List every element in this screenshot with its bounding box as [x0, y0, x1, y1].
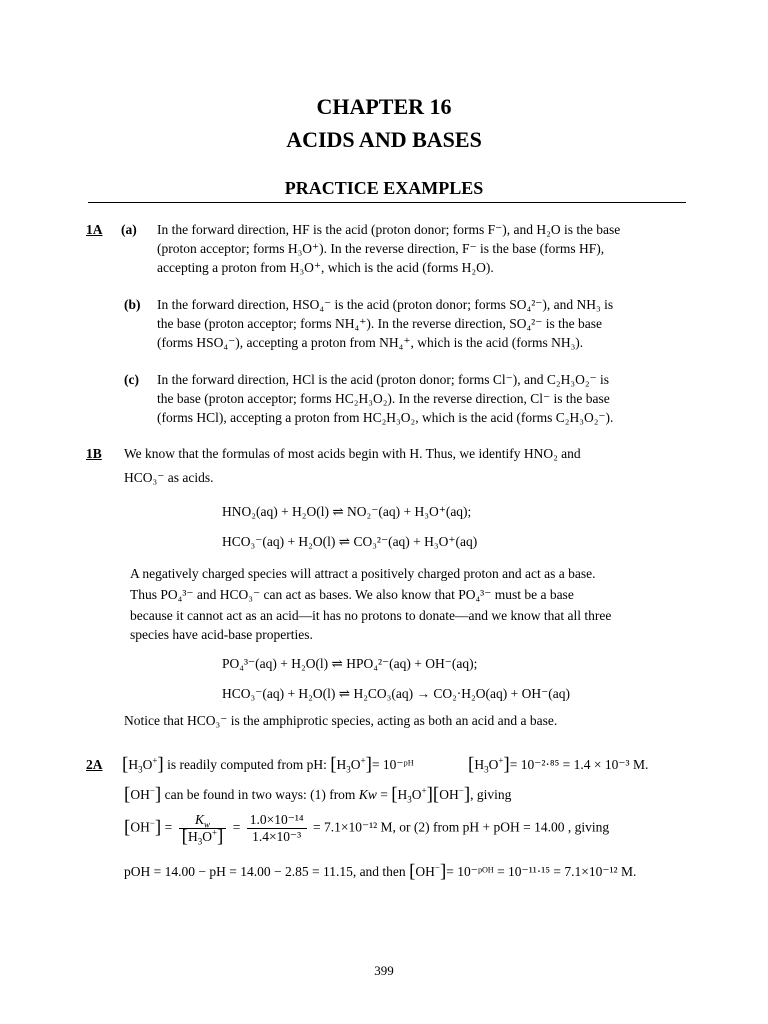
- equation: PO₄³⁻(aq) + H₂O(l) ⇌ HPO₄²⁻(aq) + OH⁻(aq);: [222, 656, 478, 671]
- part-label-b: (b): [124, 297, 141, 312]
- section-rule: [88, 202, 686, 203]
- part-label-c: (c): [124, 372, 139, 387]
- part-label-a: (a): [121, 222, 137, 237]
- text-line: the base (proton acceptor; forms NH₄⁺). In the reverse direction, SO₄²⁻ is the base: [157, 316, 602, 331]
- problem-number-1a: 1A: [86, 222, 103, 237]
- text-line: A negatively charged species will attract a positively charged proton and act as a base.: [130, 566, 596, 581]
- equation: HCO₃⁻(aq) + H₂O(l) ⇌ H₂CO₃(aq) → CO₂·H₂O(aq) + OH⁻(aq): [222, 686, 570, 701]
- problem-number-2a: 2A: [86, 757, 103, 772]
- page-number: 399: [374, 963, 394, 978]
- equation: $[H_3O^+]$ is readily computed from pH: $[H_3O^+]=$ 10⁻ᵖᴴ: [122, 754, 414, 775]
- chapter-title: ACIDS AND BASES: [286, 127, 482, 152]
- text-line: (forms HCl), accepting a proton from HC₂H₃O₂, which is the acid (forms C₂H₃O₂⁻).: [157, 410, 614, 425]
- text-line: because it cannot act as an acid—it has no protons to donate—and we know that all three: [130, 608, 612, 623]
- text-line: Notice that HCO₃⁻ is the amphiprotic species, acting as both an acid and a base.: [124, 713, 558, 728]
- equation: [OH−] can be found in two ways: (1) from $Kw = [H_3O^+][OH^-]$, giving: [124, 784, 512, 805]
- text-span: = 7.1×10⁻¹² M, or (2) from pH + pOH = 14.00 , giving: [312, 819, 610, 835]
- section-title: PRACTICE EXAMPLES: [284, 178, 484, 198]
- text-span: = 10⁻ᵖᴼᴴ = 10⁻¹¹·¹⁵ = 7.1×10⁻¹² M.: [446, 864, 637, 879]
- text-span: Kw: [358, 787, 377, 802]
- problem-number-1b: 1B: [86, 446, 102, 461]
- text-line: In the forward direction, HSO₄⁻ is the acid (proton donor; forms SO₄²⁻), and NH₃ is: [157, 297, 614, 312]
- equation: pOH = 14.00 − pH = 14.00 − 2.85 = 11.15, and then [OH−]= 10⁻ᵖᴼᴴ = 10⁻¹¹·¹⁵ = 7.1×10⁻¹² M.: [124, 861, 637, 882]
- text-span: pOH = 14.00 − pH = 14.00 − 2.85 = 11.15, and then: [124, 864, 406, 879]
- text-line: HCO₃⁻ as acids.: [124, 470, 214, 485]
- text-line: species have acid-base properties.: [130, 627, 313, 642]
- fraction: $\frac{\text{1.0×10⁻¹⁴}}{\text{1.4×10⁻³}}$: [247, 812, 307, 845]
- text-line: We know that the formulas of most acids begin with H. Thus, we identify HNO₂ and: [124, 446, 581, 461]
- text-line: accepting a proton from H₃O⁺, which is the acid (forms H₂O).: [157, 260, 494, 275]
- equation: $[H_3O^+]= 10^{-2}\cdot^{85} = 1.4 \times 10^{-3}$ M.: [468, 754, 649, 775]
- chapter-number: CHAPTER 16: [316, 94, 452, 119]
- text-span: is readily computed from pH:: [167, 757, 327, 772]
- text-line: the base (proton acceptor; forms HC₂H₃O₂). In the reverse direction, Cl⁻ is the base: [157, 391, 610, 406]
- text-line: Thus PO₄³⁻ and HCO₃⁻ can act as bases. We also know that PO₄³⁻ must be a base: [130, 587, 574, 602]
- text-line: (proton acceptor; forms H₃O⁺). In the reverse direction, F⁻ is the base (forms HF),: [157, 241, 605, 256]
- text-span: = 10⁻ᵖᴴ: [371, 757, 414, 772]
- text-line: In the forward direction, HCl is the acid (proton donor; forms Cl⁻), and C₂H₃O₂⁻ is: [157, 372, 610, 387]
- equation: HCO₃⁻(aq) + H₂O(l) ⇌ CO₃²⁻(aq) + H₃O⁺(aq): [222, 534, 478, 549]
- text-line: In the forward direction, HF is the acid (proton donor; forms F⁻), and H₂O is the base: [157, 222, 621, 237]
- text-span: can be found in two ways: (1) from: [164, 787, 356, 802]
- fraction: $\frac{K_w}{[H_3O^+]}$: [179, 812, 227, 845]
- equation: HNO₂(aq) + H₂O(l) ⇌ NO₂⁻(aq) + H₃O⁺(aq);: [222, 504, 472, 519]
- equation: [OH−] = $\frac{K_w}{[H_3O^+]}$ = $\frac{\text{1.0×10⁻¹⁴}}{\text{1.4×10⁻³}}$ = 7.1×10⁻¹² M, or (2) from pH + pOH = 14.00 , giving: [124, 812, 610, 847]
- text-line: (forms HSO₄⁻), accepting a proton from NH₄⁺, which is the acid (forms NH₃).: [157, 335, 584, 350]
- text-span: , giving: [470, 787, 512, 802]
- text-span: = 10⁻²·⁸⁵ = 1.4 × 10⁻³ M.: [509, 757, 649, 772]
